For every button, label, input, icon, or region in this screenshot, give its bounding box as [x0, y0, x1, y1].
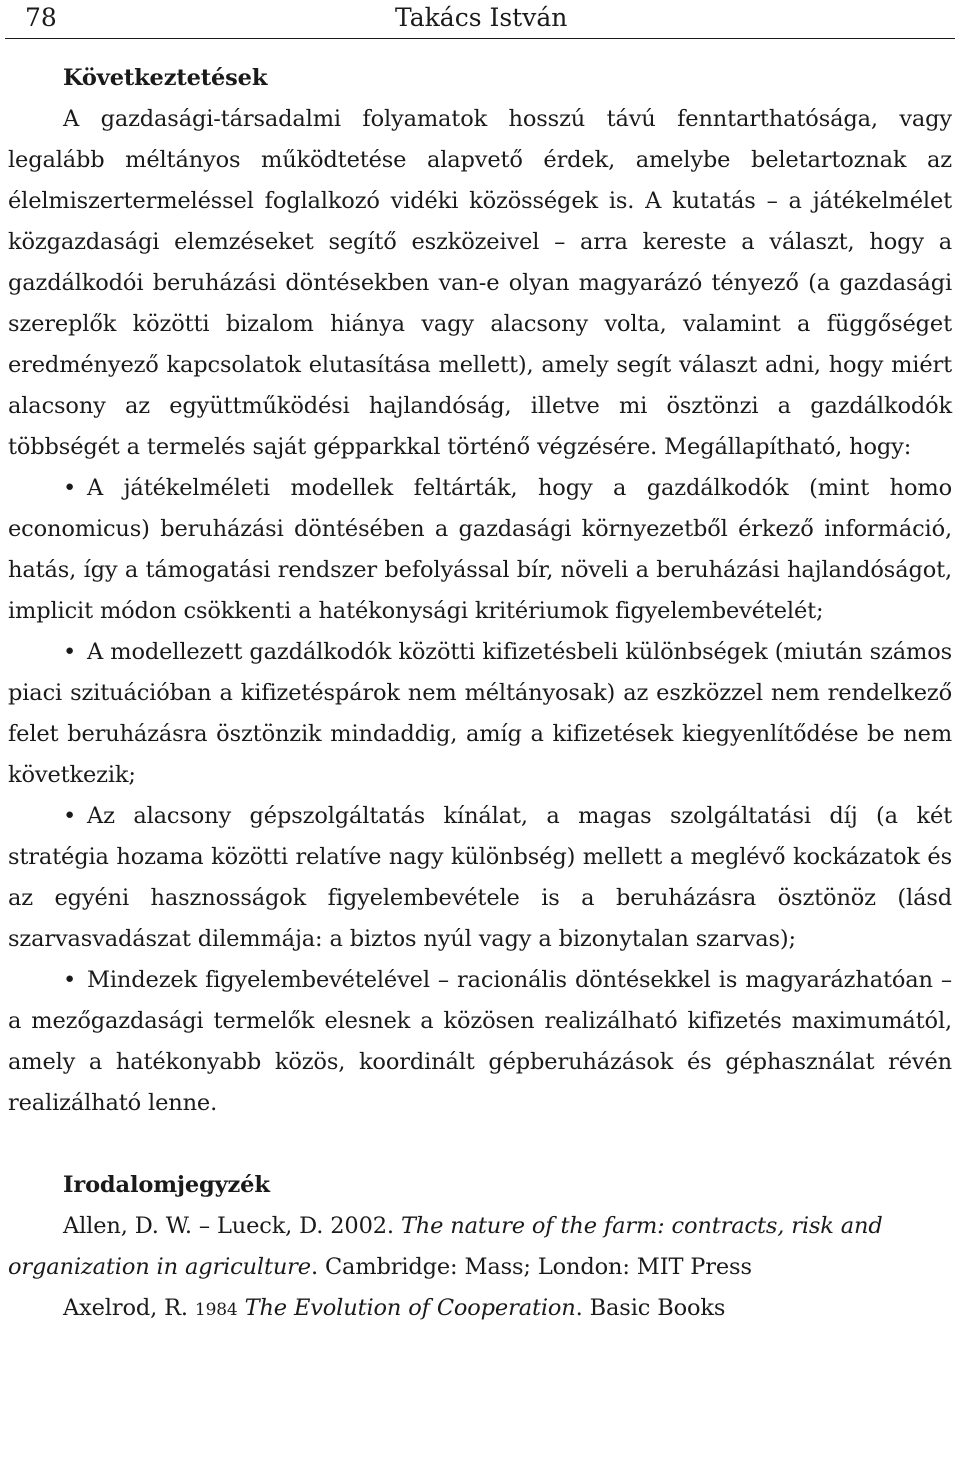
reference-authors: Axelrod, R. [63, 1295, 195, 1321]
reference-year: 1984 [194, 1300, 238, 1320]
bullet-icon: • [63, 475, 77, 501]
reference-publisher: . Cambridge: Mass; London: MIT Press [310, 1254, 752, 1280]
bullet-icon: • [63, 967, 77, 993]
bullet-item [8, 960, 952, 1124]
page-content [8, 58, 952, 1331]
bullet-item [8, 796, 952, 960]
running-title: Takács István [395, 3, 568, 32]
conclusions-heading: Következtetések [63, 65, 268, 91]
bullet-text: A játékelméleti modellek feltárták, hogy a gazdálkodók (mint homo economicus) beruházási döntésében a gazdasági környezetből érkező információ, hatás, így a támogatási rendszer befolyással bír, növeli a beruházási hajlandóságot, implicit módon csökkenti a hatékonysági kritériumok figyelembevételét; [8, 475, 952, 624]
reference-authors: Allen, D. W. – Lueck, D. 2002. [63, 1213, 401, 1239]
bullet-icon: • [63, 639, 77, 665]
reference-publisher: . Basic Books [575, 1295, 726, 1321]
reference-item [8, 1288, 952, 1331]
running-head [5, 0, 955, 39]
bullet-item [8, 468, 952, 632]
bullet-icon: • [63, 803, 77, 829]
references-heading: Irodalomjegyzék [63, 1172, 270, 1198]
reference-title: The nature of the farm: contracts, risk and organization in agriculture [8, 1213, 883, 1280]
bullet-item [8, 632, 952, 796]
reference-item [8, 1206, 952, 1288]
bullet-text: A modellezett gazdálkodók közötti kifizetésbeli különbségek (miután számos piaci szituációban a kifizetéspárok nem méltányosak) az eszközzel nem rendelkező felet beruházásra ösztönzik mindaddig, amíg a kifizetések kiegyenlítődése be nem következik; [8, 639, 952, 788]
bullet-text: Mindezek figyelembevételével – racionális döntésekkel is magyarázhatóan – a mezőgazdasági termelők elesnek a közösen realizálható kifizetés maximumától, amely a hatékonyabb közös, koordinált gépberuházások és géphasználat révén realizálható lenne. [8, 967, 952, 1116]
bullet-text: Az alacsony gépszolgáltatás kínálat, a magas szolgáltatási díj (a két stratégia hozama közötti relatíve nagy különbség) mellett a meglévő kockázatok és az egyéni hasznosságok figyelembevétele is a beruházásra ösztönöz (lásd szarvasvadászat dilemmája: a biztos nyúl vagy a bizonytalan szarvas); [8, 803, 952, 952]
conclusions-intro: A gazdasági-társadalmi folyamatok hosszú távú fenntarthatósága, vagy legalább méltányos működtetése alapvető érdek, amelybe beletartoznak az élelmiszertermeléssel foglalkozó vidéki közösségek is. A kutatás – a játékelmélet közgazdasági elemzéseket segítő eszközeivel – arra kereste a választ, hogy a gazdálkodói beruházási döntésekben van-e olyan magyarázó tényező (a gazdasági szereplők közötti bizalom hiánya vagy alacsony volta, valamint a függőséget eredményező kapcsolatok elutasítása mellett), amely segít választ adni, hogy miért alacsony az együttműködési hajlandóság, illetve mi ösztönzi a gazdálkodók többségét a termelés saját gépparkkal történő végzésére. Megállapítható, hogy: [8, 106, 952, 460]
page-number: 78 [25, 3, 57, 32]
section-spacer [8, 1124, 952, 1165]
reference-title: The Evolution of Cooperation [237, 1295, 576, 1321]
